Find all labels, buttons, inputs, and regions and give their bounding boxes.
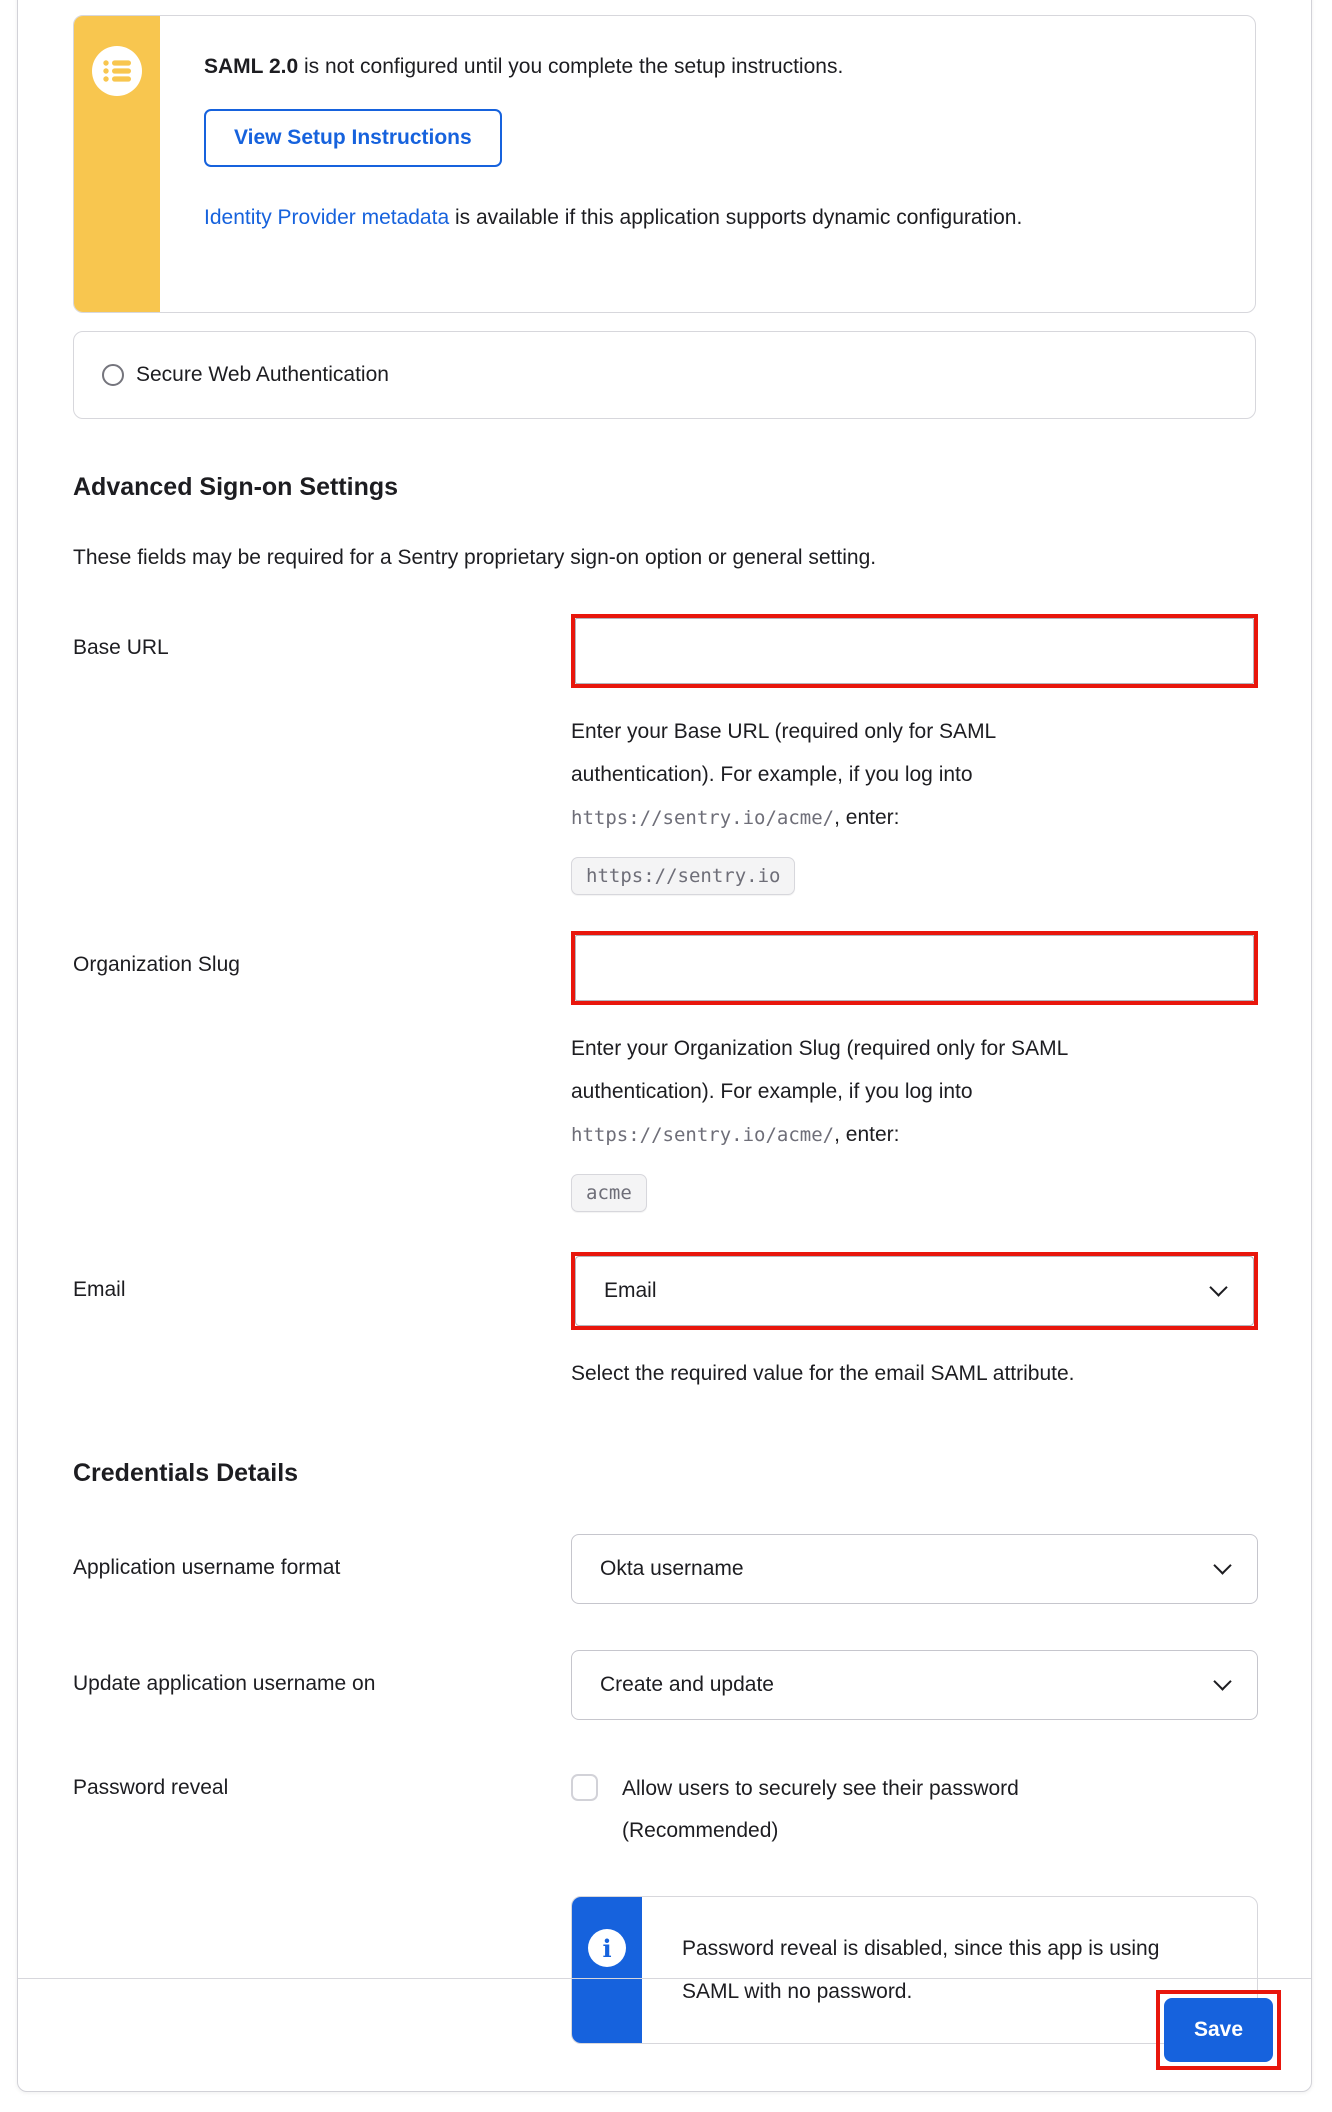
email-label: Email: [73, 1278, 126, 1302]
metadata-note-text: is available if this application supports dynamic configuration.: [449, 206, 1023, 230]
warning-accent-bar: [74, 16, 160, 312]
banner-message-emphasis: SAML 2.0: [204, 55, 299, 78]
chevron-down-icon: [1213, 1673, 1231, 1691]
organization-slug-annotation: [571, 931, 1258, 1005]
view-setup-instructions-button[interactable]: View Setup Instructions: [204, 109, 502, 167]
base-url-example-chip: https://sentry.io: [571, 857, 795, 895]
base-url-help: [571, 710, 1131, 839]
email-annotation: [571, 1252, 1258, 1330]
save-annotation: [1156, 1990, 1281, 2070]
info-icon: i: [588, 1929, 626, 1967]
save-button[interactable]: Save: [1164, 1998, 1273, 2062]
password-reveal-label: Password reveal: [73, 1776, 229, 1800]
email-select-value: Email: [604, 1279, 657, 1303]
swa-radio[interactable]: [102, 364, 124, 386]
banner-message: [204, 52, 1022, 81]
base-url-help-suffix: , enter:: [834, 806, 900, 830]
base-url-help-code: https://sentry.io/acme/: [571, 807, 835, 830]
swa-option-card: [73, 331, 1256, 419]
organization-slug-help-code: https://sentry.io/acme/: [571, 1124, 835, 1147]
setup-list-icon: [92, 46, 142, 96]
base-url-label: Base URL: [73, 636, 169, 659]
password-reveal-checkbox[interactable]: [571, 1774, 598, 1801]
update-username-row: [73, 1650, 1256, 1720]
advanced-settings-description: These fields may be required for a Sentry proprietary sign-on option or general setting.: [73, 546, 877, 569]
base-url-annotation: [571, 614, 1258, 688]
credentials-details-heading: Credentials Details: [73, 1459, 299, 1488]
password-reveal-checkbox-label: Allow users to securely see their password (Recommended): [622, 1777, 1019, 1843]
username-format-select[interactable]: [571, 1534, 1258, 1604]
username-format-row: [73, 1534, 1256, 1604]
email-select[interactable]: [575, 1256, 1254, 1326]
email-help: Select the required value for the email SAML attribute.: [571, 1362, 1075, 1386]
chevron-down-icon: [1209, 1279, 1227, 1297]
organization-slug-help-text: Enter your Organization Slug (required only for SAML authentication). For example, if you log into: [571, 1037, 1068, 1104]
update-username-select[interactable]: [571, 1650, 1258, 1720]
organization-slug-input[interactable]: [575, 935, 1254, 1001]
password-reveal-info-text: Password reveal is disabled, since this app is using SAML with no password.: [682, 1937, 1160, 2004]
username-format-label: Application username format: [73, 1556, 341, 1580]
username-format-select-value: Okta username: [600, 1557, 744, 1581]
form-footer: [18, 1978, 1311, 2091]
base-url-input[interactable]: [575, 618, 1254, 684]
base-url-help-text: Enter your Base URL (required only for SAML authentication). For example, if you log into: [571, 720, 996, 787]
organization-slug-help: [571, 1027, 1131, 1156]
banner-message-text: is not configured until you complete the setup instructions.: [298, 55, 844, 78]
advanced-settings-heading: Advanced Sign-on Settings: [73, 473, 399, 501]
saml-warning-banner: [73, 15, 1256, 313]
swa-radio-label: Secure Web Authentication: [136, 363, 389, 386]
metadata-note: [204, 197, 1022, 239]
chevron-down-icon: [1213, 1557, 1231, 1575]
email-row: [73, 1252, 1256, 1395]
base-url-row: [73, 614, 1256, 895]
update-username-select-value: Create and update: [600, 1673, 774, 1697]
app-settings-panel: [17, 0, 1312, 2092]
organization-slug-label: Organization Slug: [73, 953, 240, 977]
identity-provider-metadata-link[interactable]: Identity Provider metadata: [204, 206, 450, 230]
organization-slug-help-suffix: , enter:: [834, 1123, 900, 1147]
update-username-label: Update application username on: [73, 1672, 376, 1696]
organization-slug-row: [73, 931, 1256, 1212]
organization-slug-example-chip: acme: [571, 1174, 647, 1212]
